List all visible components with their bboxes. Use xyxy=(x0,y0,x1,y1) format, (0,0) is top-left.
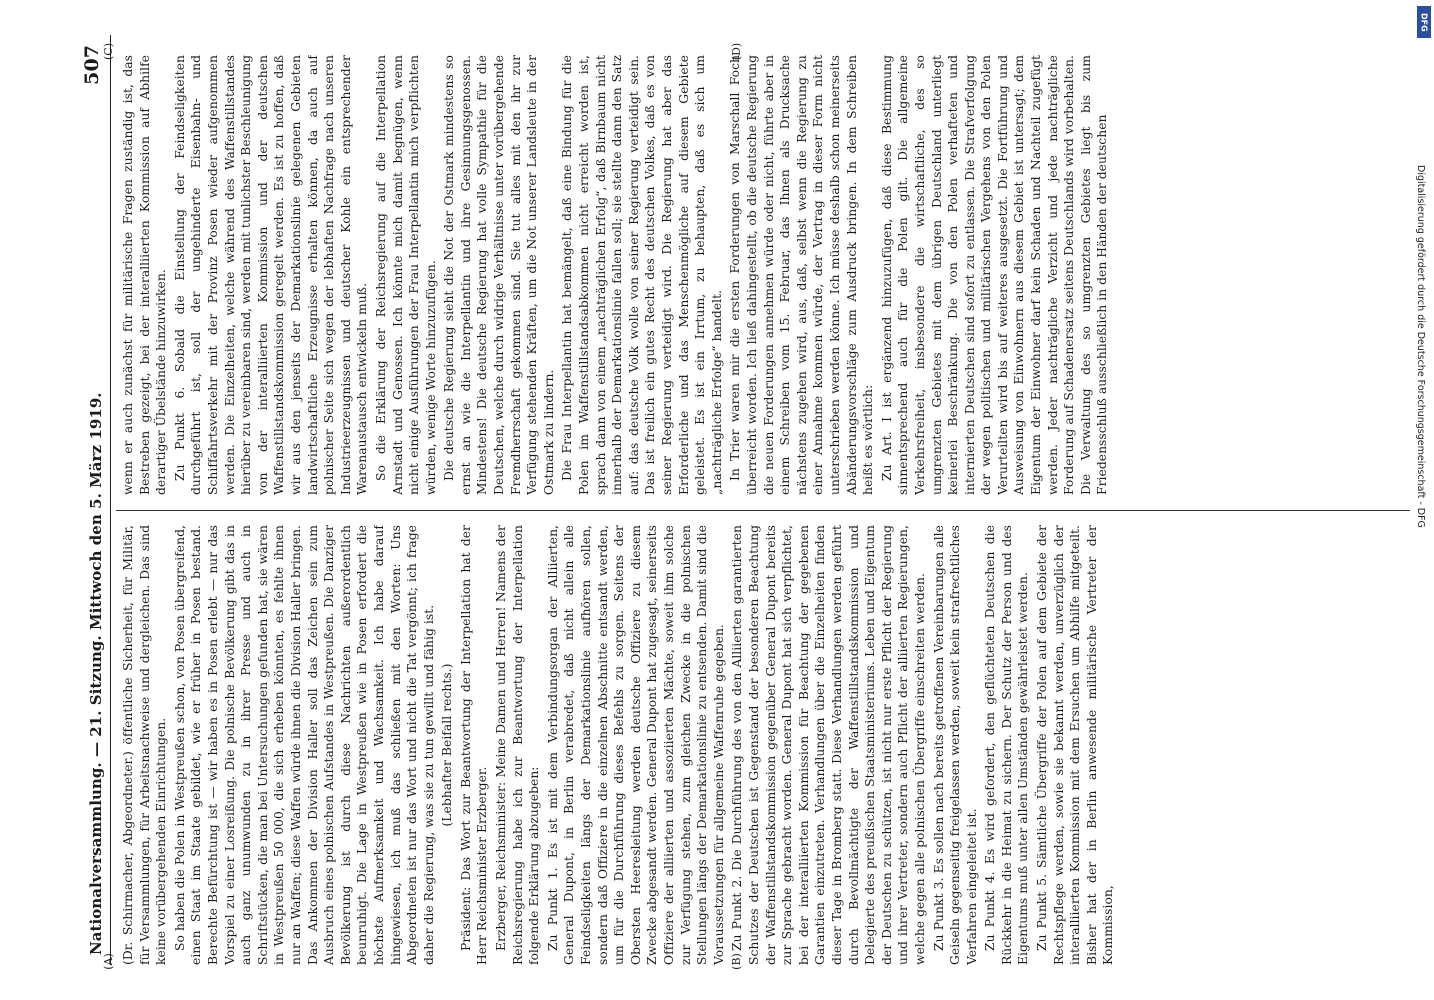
paragraph: Zu Punkt 3. Es sollen nach bereits getroffenen Vereinbarungen alle Geiseln gegenseitig freigelassen werden, soweit kein strafrechtliches Verfahren eingeleitet ist. xyxy=(931,525,979,965)
paragraph: wenn er auch zunächst für militärische Fragen zuständig ist, das Bestreben gezeigt, bei der interalliierten Kommission auf Abhilfe derartiger Übelstände hinzuwirken. xyxy=(121,55,169,495)
paragraph: Präsident: Das Wort zur Beantwortung der Interpellation hat der Herr Reichsminister Erzberger. xyxy=(458,525,490,965)
paragraph: Zu Punkt 1. Es ist mit dem Verbindungsorgan der Alliierten, General Dupont, in Berlin verabredet, daß nicht allein alle Feindseligkeiten längs der Demarkationslinie aufhören sollen, sondern daß Offiziere in die einzelnen Abschnitte entsandt werden, um für die Durchführung dieses Befehls zu sorgen. Seitens der Obersten Heeresleitung werden deutsche Offiziere zu diesem Zwecke abgesandt werden. General Dupont hat zugesagt, seinerseits Offiziere der alliierten und assoziierten Mächte, soweit ihm solche zur Verfügung stehen, zum gleichen Zwecke in die polnischen Stellungen längs der Demarkationslinie zu entsenden. Damit sind die Voraussetzungen für allgemeine Waffenruhe gegeben. xyxy=(545,525,726,965)
rotated-text-block xyxy=(80,35,1410,965)
paragraph: In Trier waren mir die ersten Forderungen von Marschall Foch überreicht worden. Ich ließ dahingestellt, ob die deutsche Regierung die neuen Forderungen annehmen würde oder nicht, führte aber in einem Schreiben vom 15. Februar, das Ihnen als Drucksache nächstens zugehen wird, aus, daß, selbst wenn die Regierung zu einer Annahme kommen würde, der Vertrag in dieser Form nicht unterschrieben werden könne. Ich müsse deshalb schon meinerseits Abänderungsvorschläge zum Ausdruck bringen. In dem Schreiben heißt es wörtlich: xyxy=(728,55,876,495)
paragraph: Zu Punkt 6. Sobald die Einstellung der Feindseligkeiten durchgeführt ist, soll der ungehinderte Eisenbahn- und Schiffahrtsverkehr mit der Provinz Posen wieder aufgenommen werden. Die Einzelheiten, welche während des Waffenstillstandes hierüber zu vereinbaren sind, werden mit tunlichster Beschleunigung von der interalliierten Kommission und der deutschen Waffenstillstandskommission geregelt werden. Es ist zu hoffen, daß wir aus den jenseits der Demarkationslinie gelegenen Gebieten landwirtschaftliche Erzeugnisse erhalten können, da auch auf polnischer Seite sich wegen der lebhaften Nachfrage nach unseren Industrieerzeugnissen und deutscher Kohle ein entsprechender Warenaustausch entwickeln muß. xyxy=(172,55,370,495)
column-right xyxy=(120,55,1410,495)
paragraph: Die deutsche Regierung sieht die Not der Ostmark mindestens so ernst an wie die Interpellantin und ihre Gesinnungsgenossen. Mindestens! Die deutsche Regierung hat volle Sympathie für die Deutschen, welche durch widrige Verhältnisse unter vorübergehende Fremdherrschaft gekommen sind. Sie tut alles mit den ihr zur Verfügung stehenden Kräften, um die Not unserer Landsleute in der Ostmark zu lindern. xyxy=(442,55,556,495)
margin-marker-b: (B) xyxy=(729,953,743,970)
page-number: 507 xyxy=(81,45,103,85)
paragraph: Erzberger, Reichsminister: Meine Damen und Herren! Namens der Reichsregierung habe ich zur Beantwortung der Interpellation folgende Erklärung abzugeben: xyxy=(494,525,542,965)
paragraph: (Dr. Schirmacher, Abgeordneter.) öffentliche Sicherheit, für Militär, für Versammlungen, für Arbeitsnachweise und dergleichen. Das sind keine vorübergehenden Einrichtungen. xyxy=(121,525,169,965)
paragraph: Zu Punkt 2. Die Durchführung des von den Alliierten garantierten Schutzes der Deutschen ist Gegenstand der besonderen Beachtung der Waffenstillstandskommission gegenüber General Dupont bereits zur Sprache gebracht worden. General Dupont hat sich verpflichtet, bei der interalliierten Kommission für Beachtung der gegebenen Garantien einzutreten. Verhandlungen über die Einzelheiten finden dieser Tage in Bromberg statt. Diese Verhandlungen werden geführt durch Bevollmächtigte der Waffenstillstandskommission und Delegierte des preußischen Staatsministeriums. Leben und Eigentum der Deutschen zu schützen, ist nicht nur erste Pflicht der Regierung und ihrer Vertreter, sondern auch Pflicht der alliierten Regierungen, welche gegen alle polnischen Übergriffe einschreiten werden. xyxy=(730,525,927,965)
margin-marker-a: (A) xyxy=(101,953,115,970)
dfg-badge-text: DFG xyxy=(1419,12,1429,32)
digitization-credit-text: Digitalisierung gefördert durch die Deutsche Forschungsgemeinschaft - DFG xyxy=(1415,165,1426,528)
column-divider xyxy=(116,510,1410,511)
paragraph: So die Erklärung der Reichsregierung auf die Interpellation Arnstadt und Genossen. Ich könnte mich damit begnügen, wenn nicht einige Ausführungen der Frau Interpellantin mich verpflichten würden, wenige Worte hinzuzufügen. xyxy=(373,55,438,495)
margin-marker-c: (C) xyxy=(102,43,115,60)
paragraph: Die Frau Interpellantin hat bemängelt, daß eine Bindung für die Polen im Waffenstillstandsabkommen nicht erreicht worden ist, sprach dann von einem „nachträglichen Erfolg“, daß Birnbaum nicht innerhalb der Demarkationslinie fallen soll; sie stellte dann den Satz auf: das deutsche Volk wolle von seiner Regierung verteidigt sein. Das ist freilich ein gutes Recht des deutschen Volkes, daß es von seiner Regierung verteidigt wird. Die Regierung hat aber das Erforderliche und das Menschenmögliche auf diesem Gebiete geleistet. Es ist ein Irrtum, zu behaupten, daß es sich um „nachträgliche Erfolge“ handelt. xyxy=(560,55,724,495)
column-left xyxy=(120,525,1410,965)
paragraph: Zu Art. I ist ergänzend hinzuzufügen, daß diese Bestimmung sinnentsprechend auch für die Polen gilt. Die allgemeine Verkehrsfreiheit, insbesondere die wirtschaftliche, des so umgrenzten Gebietes mit dem übrigen Deutschland unterliegt keinerlei Beschränkung. Die von den Polen verhafteten und internierten Deutschen sind sofort zu entlassen. Die Strafverfolgung der wegen politischen und militärischen Vergehens von den Polen Verurteilten wird bis auf weiteres ausgesetzt. Die Fortführung und Ausweisung von Einwohnern aus diesem Gebiet ist untersagt; dem Eigentum der Einwohner darf kein Schaden und Nachteil zugefügt werden. Jeder nachträgliche Verzicht und jede nachträgliche Forderung auf Schadenersatz seitens Deutschlands wird vorbehalten. Die Verwaltung des so umgrenzten Gebietes liegt bis zum Friedensschluß ausschließlich in den Händen der deutschen xyxy=(879,55,1110,495)
running-header xyxy=(80,35,111,965)
header-title: Nationalversammlung. — 21. Sitzung. Mittwoch den 5. März 1919. xyxy=(87,392,105,955)
paragraph: Zu Punkt 5. Sämtliche Übergriffe der Polen auf dem Gebiete der Rechtspflege werden, sowie sie bekannt werden, unverzüglich der interalliierten Kommission mit dem Ersuchen um Abhilfe mitgeteilt. Bisher hat der in Berlin anwesende militärische Vertreter der Kommission, xyxy=(1035,525,1116,965)
margin-marker-d: (D) xyxy=(730,42,744,61)
paragraph: So haben die Polen in Westpreußen schon, von Posen übergreifend, einen Staat im Staate gebildet, wie er früher in Posen bestand. Berechte Befürchtung ist — wir haben es in Posen erlebt — nur das Vorspiel zu einer Losreißung. Die polnische Bevölkerung gibt das in auch ganz unumwunden zu in ihrer Presse und auch in Schriftstücken, die man bei Untersuchungen gefunden hat, sie wären in Westpreußen 50 000, die sich erheben könnten, es fehlte ihnen nur an Waffen; diese Waffen würde ihnen die Division Haller bringen. Das Ankommen der Division Haller soll das Zeichen sein zum Ausbruch eines polnischen Aufstandes in Westpreußen. Die Danziger Bevölkerung ist durch diese Nachrichten außerordentlich beunruhigt. Die Lage in Westpreußen wie in Posen erfordert die höchste Aufmerksamkeit und Wachsamkeit. Ich habe darauf hingewiesen, ich muß das schließen mit den Worten: Uns Abgeordneten ist nur das Wort und nicht die Tat vergönnt; ich frage daher die Regierung, was sie zu tun gewillt und fähig ist. xyxy=(172,525,436,965)
digitization-credit xyxy=(1410,5,1430,995)
paragraph: (Lebhafter Beifall rechts.) xyxy=(440,663,455,827)
paragraph: Zu Punkt 4. Es wird gefordert, den geflüchteten Deutschen die Rückkehr in die Heimat zu sichern. Der Schutz der Person und des Eigentums muß unter allen Umständen gewährleistet werden. xyxy=(983,525,1031,965)
